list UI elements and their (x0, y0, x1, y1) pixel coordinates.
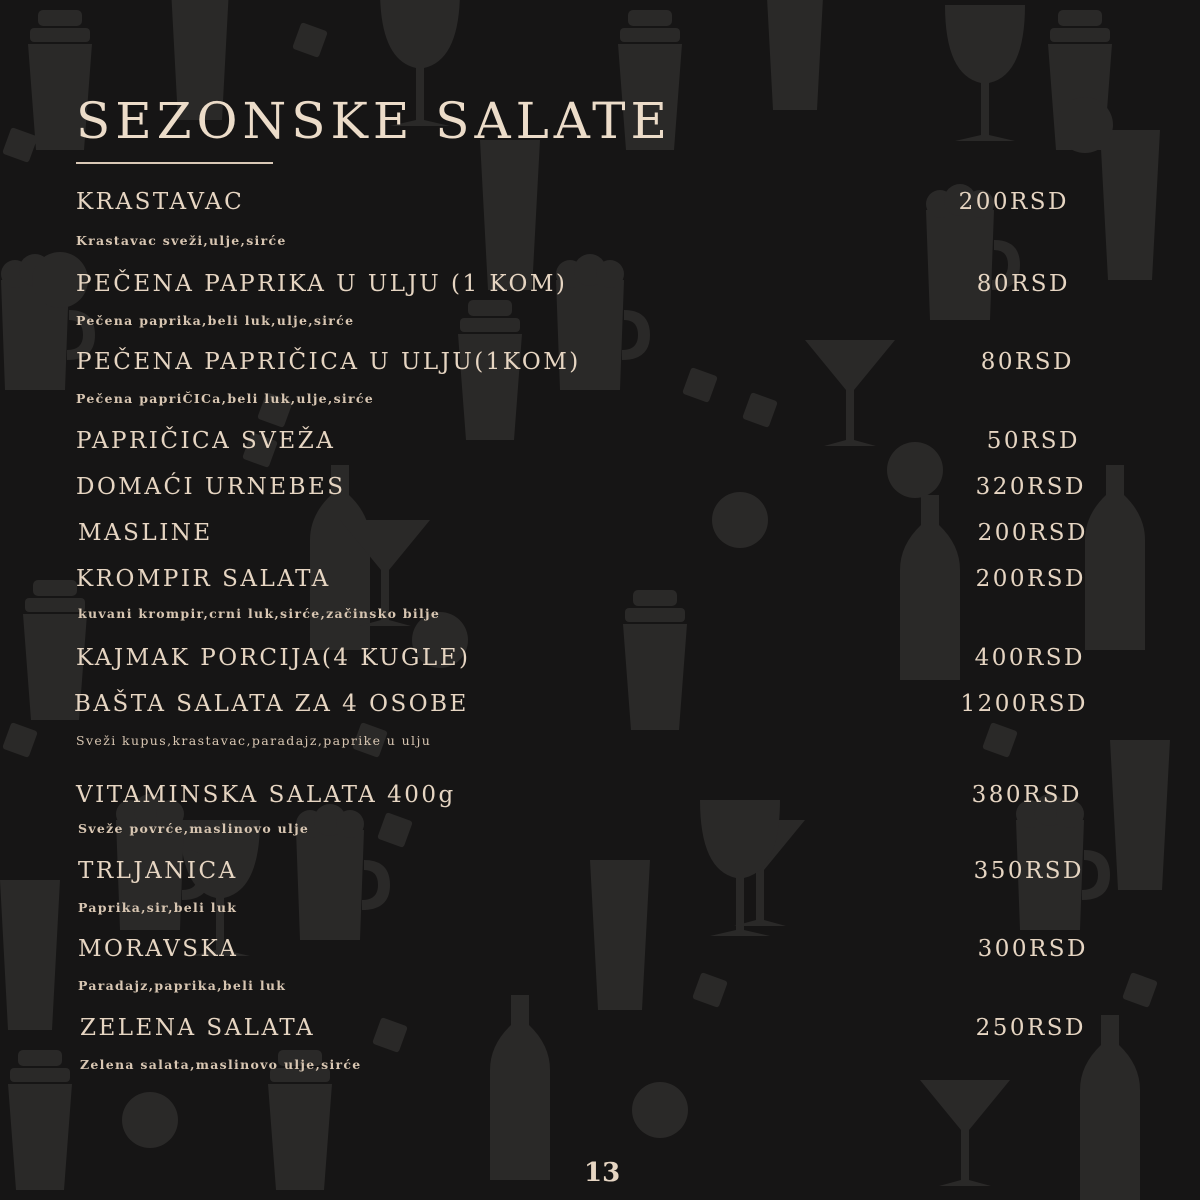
leader-dots (246, 186, 952, 209)
item-description: kuvani krompir,crni luk,sirće,začinsko bilje (78, 606, 441, 621)
leader-dots (240, 855, 968, 878)
item-name: PEČENA PAPRIKA U ULJU (1 KOM) (76, 271, 568, 297)
menu-item (76, 471, 1086, 500)
item-price: 350RSD (973, 858, 1084, 884)
item-price: 50RSD (986, 428, 1080, 454)
item-name: VITAMINSKA SALATA 400g (76, 782, 456, 808)
menu-item (76, 268, 1070, 297)
item-name: ZELENA SALATA (80, 1015, 316, 1041)
item-name: KRASTAVAC (76, 189, 245, 215)
item-description: Paradajz,paprika,beli luk (78, 978, 287, 993)
menu-item (76, 425, 1080, 454)
item-name: PAPRIČICA SVEŽA (76, 428, 336, 454)
leader-dots (472, 642, 968, 665)
item-description: Zelena salata,maslinovo ulje,sirće (80, 1057, 362, 1072)
menu-item (76, 779, 1082, 808)
menu-item (76, 642, 1085, 671)
menu-item (78, 517, 1088, 546)
leader-dots (215, 517, 972, 540)
item-description: Pečena paprika,beli luk,ulje,sirće (76, 313, 355, 328)
item-description: Pečena papriČICa,beli luk,ulje,sirće (76, 391, 375, 406)
item-name: PEČENA PAPRIČICA U ULJU(1KOM) (76, 349, 581, 375)
leader-dots (333, 563, 970, 586)
item-name: TRLJANICA (78, 858, 238, 884)
leader-dots (583, 346, 975, 369)
item-price: 300RSD (977, 936, 1088, 962)
item-description: Paprika,sir,beli luk (78, 900, 238, 915)
item-price: 80RSD (980, 349, 1074, 375)
leader-dots (569, 268, 970, 291)
menu-item (78, 855, 1084, 884)
leader-dots (458, 779, 966, 802)
page-number: 13 (584, 1158, 621, 1188)
menu-item (80, 1012, 1086, 1041)
menu-item (76, 346, 1074, 375)
item-price: 400RSD (974, 645, 1085, 671)
menu-item (76, 186, 1069, 215)
menu-item (74, 688, 1088, 717)
item-price: 200RSD (975, 566, 1086, 592)
menu-item (78, 933, 1088, 962)
item-name: MASLINE (78, 520, 213, 546)
leader-dots (348, 471, 970, 494)
item-price: 200RSD (958, 189, 1069, 215)
leader-dots (471, 688, 955, 711)
menu-item (76, 563, 1086, 592)
item-description: Sveži kupus,krastavac,paradajz,paprike u ulju (76, 733, 432, 748)
item-price: 200RSD (977, 520, 1088, 546)
item-price: 250RSD (975, 1015, 1086, 1041)
leader-dots (337, 425, 980, 448)
leader-dots (240, 933, 971, 956)
item-price: 1200RSD (960, 691, 1088, 717)
item-price: 380RSD (971, 782, 1082, 808)
item-price: 320RSD (975, 474, 1086, 500)
item-name: DOMAĆI URNEBES (76, 474, 346, 500)
item-description: Sveže povrće,maslinovo ulje (78, 821, 310, 836)
item-name: BAŠTA SALATA ZA 4 OSOBE (74, 691, 469, 717)
page-title: SEZONSKE SALATE (76, 92, 673, 150)
item-description: Krastavac sveži,ulje,sirće (76, 233, 287, 248)
leader-dots (317, 1012, 970, 1035)
item-name: MORAVSKA (78, 936, 239, 962)
item-price: 80RSD (976, 271, 1070, 297)
item-name: KROMPIR SALATA (76, 566, 331, 592)
item-name: KAJMAK PORCIJA(4 KUGLE) (76, 645, 471, 671)
